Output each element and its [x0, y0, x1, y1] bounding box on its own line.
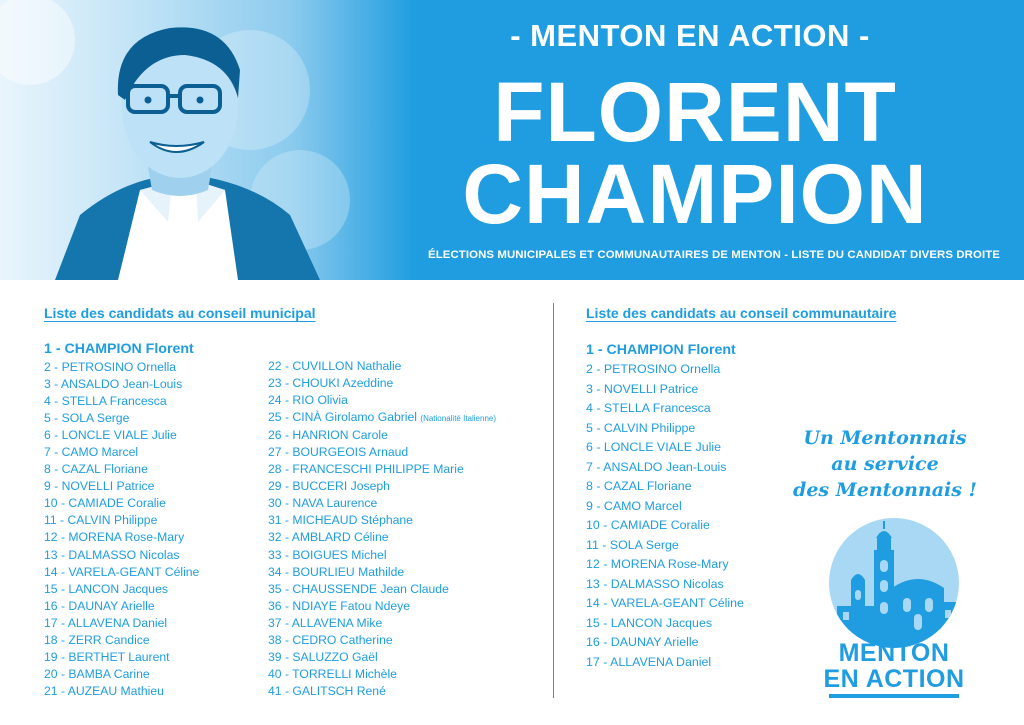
- list-item: 15 - LANCON Jacques: [44, 581, 168, 596]
- list-item: 18 - ZERR Candice: [44, 632, 150, 647]
- list-item: 20 - BAMBA Carine: [44, 666, 150, 681]
- election-subtitle: ÉLECTIONS MUNICIPALES ET COMMUNAUTAIRES DE MENTON - LISTE DU CANDIDAT DIVERS DROITE: [428, 249, 1000, 261]
- list-item: 36 - NDIAYE Fatou Ndeye: [268, 598, 411, 613]
- list-item: 2 - PETROSINO Ornella: [586, 362, 721, 376]
- list-item: 35 - CHAUSSENDE Jean Claude: [268, 581, 449, 596]
- column-divider: [553, 303, 554, 698]
- logo-text-line2: EN ACTION: [823, 665, 965, 693]
- list-item: 12 - MORENA Rose-Mary: [586, 557, 729, 571]
- list-item: 4 - STELLA Francesca: [44, 394, 167, 409]
- list-item: 7 - ANSALDO Jean-Louis: [586, 459, 727, 474]
- list-item: 32 - AMBLARD Céline: [268, 530, 389, 545]
- list-item: 9 - CAMO Marcel: [586, 498, 682, 513]
- list-item: 29 - BUCCERI Joseph: [268, 479, 390, 494]
- candidate-first-name: FLORENT: [493, 65, 897, 159]
- list-item: 39 - SALUZZO Gaël: [268, 649, 378, 664]
- list-item: 8 - CAZAL Floriane: [586, 479, 692, 493]
- list-item: 6 - LONCLE VIALE Julie: [586, 440, 721, 454]
- list-item: 30 - NAVA Laurence: [268, 496, 378, 511]
- list-item: 5 - CALVIN Philippe: [586, 420, 696, 435]
- list-item-name: 25 - CINÀ Girolamo Gabriel: [268, 410, 418, 425]
- list-item: 14 - VARELA-GEANT Céline: [44, 564, 200, 579]
- list-item: 6 - LONCLE VIALE Julie: [44, 428, 177, 443]
- list-item: [268, 409, 496, 427]
- municipal-list-column-2: [268, 358, 496, 700]
- list-item: 28 - FRANCESCHI PHILIPPE Marie: [268, 462, 464, 477]
- list-item: 13 - DALMASSO Nicolas: [44, 547, 180, 562]
- list-item: 37 - ALLAVENA Mike: [268, 615, 383, 630]
- list-item: 16 - DAUNAY Arielle: [44, 598, 155, 613]
- list-item: 1 - CHAMPION Florent: [44, 341, 194, 357]
- list-item: 1 - CHAMPION Florent: [586, 342, 736, 358]
- list-item: 16 - DAUNAY Arielle: [586, 635, 699, 649]
- list-item: 10 - CAMIADE Coralie: [586, 518, 710, 532]
- communautaire-list-title: Liste des candidats au conseil communautaire: [586, 305, 897, 321]
- list-item: 23 - CHOUKI Azeddine: [268, 376, 394, 391]
- nationality-note: (Nationalité Italienne): [420, 414, 497, 424]
- list-item: 15 - LANCON Jacques: [586, 615, 713, 630]
- list-item: 26 - HANRION Carole: [268, 428, 388, 443]
- list-item: 8 - CAZAL Floriane: [44, 462, 148, 477]
- list-item: 34 - BOURLIEU Mathilde: [268, 564, 405, 579]
- list-item: 3 - ANSALDO Jean-Louis: [44, 377, 183, 392]
- list-item: 13 - DALMASSO Nicolas: [586, 576, 724, 591]
- list-item: 40 - TORRELLI Michèle: [268, 666, 397, 681]
- list-item: 33 - BOIGUES Michel: [268, 547, 387, 562]
- list-item: 11 - SOLA Serge: [586, 537, 679, 552]
- list-item: 12 - MORENA Rose-Mary: [44, 530, 185, 545]
- list-item: 10 - CAMIADE Coralie: [44, 496, 166, 511]
- candidate-photo: [0, 0, 415, 280]
- list-item: 24 - RIO Olivia: [268, 393, 348, 408]
- municipal-list-title: Liste des candidats au conseil municipal: [44, 305, 316, 321]
- list-item: 5 - SOLA Serge: [44, 411, 130, 426]
- list-item: 7 - CAMO Marcel: [44, 445, 139, 460]
- list-item: 17 - ALLAVENA Daniel: [586, 654, 712, 669]
- logo-underline: [829, 694, 959, 698]
- list-item: 2 - PETROSINO Ornella: [44, 360, 177, 374]
- menton-en-action-logo: [823, 518, 965, 698]
- logo-text-line1: MENTON: [838, 639, 950, 667]
- list-item: 14 - VARELA-GEANT Céline: [586, 596, 744, 610]
- campaign-slogan: [790, 425, 980, 503]
- church-icon: [829, 518, 959, 648]
- campaign-tagline: - MENTON EN ACTION -: [510, 18, 870, 53]
- slogan-line: Un Mentonnais: [803, 427, 967, 449]
- list-item: 9 - NOVELLI Patrice: [44, 479, 155, 494]
- list-item: 3 - NOVELLI Patrice: [586, 381, 699, 396]
- slogan-line: au service: [831, 453, 939, 475]
- header-banner: [0, 0, 1024, 280]
- slogan-line: des Mentonnais !: [793, 479, 977, 501]
- list-item: 21 - AUZEAU Mathieu: [44, 683, 164, 698]
- list-item: 27 - BOURGEOIS Arnaud: [268, 445, 409, 460]
- list-item: 22 - CUVILLON Nathalie: [268, 359, 402, 373]
- list-item: 11 - CALVIN Philippe: [44, 513, 158, 528]
- list-item: 38 - CEDRO Catherine: [268, 632, 393, 647]
- list-item: 41 - GALITSCH René: [268, 683, 386, 698]
- municipal-list-column-1: [44, 340, 199, 700]
- candidate-last-name: CHAMPION: [462, 147, 928, 241]
- list-item: 4 - STELLA Francesca: [586, 401, 711, 415]
- list-item: 19 - BERTHET Laurent: [44, 649, 170, 664]
- list-item: 17 - ALLAVENA Daniel: [44, 615, 168, 630]
- communautaire-list: [586, 341, 744, 672]
- list-item: 31 - MICHEAUD Stéphane: [268, 513, 413, 528]
